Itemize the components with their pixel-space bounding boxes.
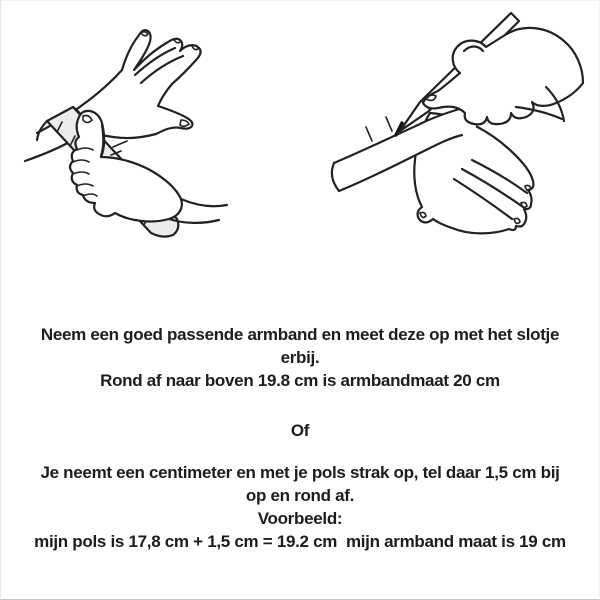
gripping-hand-outline (70, 111, 182, 222)
strip-tick (366, 127, 372, 141)
instruction-line: Voorbeeld: (257, 509, 343, 528)
instruction-line: mijn pols is 17,8 cm + 1,5 cm = 19.2 cm mijn armband maat is 19 cm (34, 532, 566, 551)
instruction-line: Je neemt een centimeter en met je pols strak op, tel daar 1,5 cm bij (40, 463, 560, 482)
fingernail (141, 32, 148, 36)
strip-tick (386, 117, 392, 131)
instruction-line: erbij. (280, 348, 320, 367)
instruction-method-1 (1, 323, 599, 392)
instruction-line: Rond af naar boven 19.8 cm is armbandmaat 20 cm (100, 371, 500, 390)
measure-wrist-with-tape-illustration (23, 7, 308, 247)
separator-of: Of (290, 421, 310, 440)
fingernail (192, 45, 199, 49)
instruction-line: op en rond af. (245, 486, 355, 505)
instruction-line: Neem een goed passende armband en meet deze op met het slotje (40, 325, 560, 344)
fingernail (174, 39, 181, 43)
mark-tape-with-pen-illustration (326, 7, 591, 247)
wrist-line (181, 199, 227, 206)
instruction-method-2 (1, 461, 599, 553)
thumbnail (180, 120, 189, 126)
forearm-line (25, 140, 73, 161)
